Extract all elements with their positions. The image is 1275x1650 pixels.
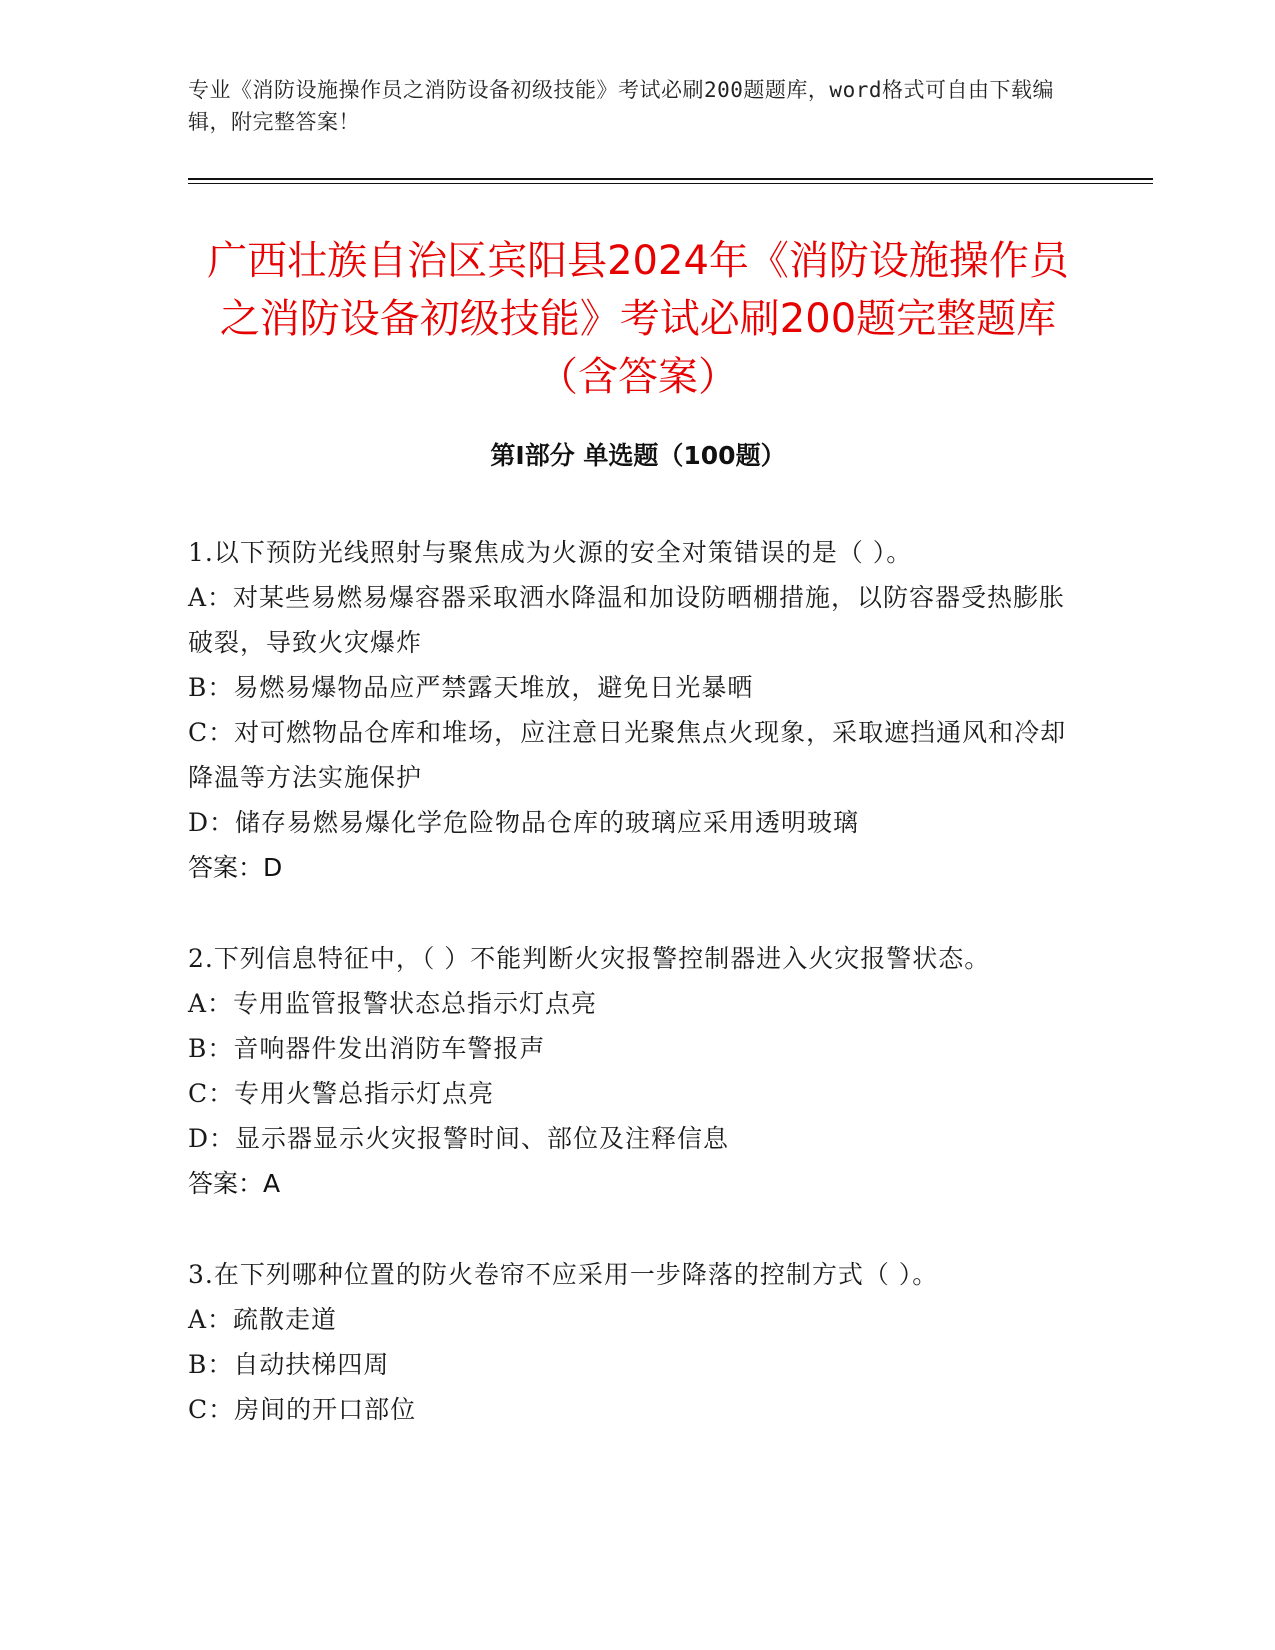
question-stem: 3.在下列哪种位置的防火卷帘不应采用一步降落的控制方式（ ）。 — [188, 1260, 939, 1289]
option-a: A：专用监管报警状态总指示灯点亮 — [188, 989, 598, 1018]
answer-line: 答案：D — [188, 853, 283, 882]
option-a: A：对某些易燃易爆容器采取洒水降温和加设防晒棚措施，以防容器受热膨胀破裂，导致火灾爆炸 — [188, 583, 1066, 657]
option-c: C：房间的开口部位 — [188, 1395, 417, 1424]
option-c: C：专用火警总指示灯点亮 — [188, 1079, 495, 1108]
option-c: C：对可燃物品仓库和堆场，应注意日光聚焦点火现象，采取遮挡通风和冷却降温等方法实施保护 — [188, 718, 1067, 792]
option-b: B：自动扶梯四周 — [188, 1350, 390, 1379]
header-divider-thick — [188, 178, 1153, 180]
option-d: D：显示器显示火灾报警时间、部位及注释信息 — [188, 1124, 730, 1153]
question-3 — [188, 1252, 1088, 1432]
header-note: 专业《消防设施操作员之消防设备初级技能》考试必刷200题题库，word格式可自由下载编辑，附完整答案！ — [188, 78, 1054, 134]
answer-line: 答案：A — [188, 1169, 281, 1198]
option-d: D：储存易燃易爆化学危险物品仓库的玻璃应采用透明玻璃 — [188, 808, 860, 837]
option-b: B：音响器件发出消防车警报声 — [188, 1034, 546, 1063]
header-divider-thin — [188, 183, 1153, 184]
option-b: B：易燃易爆物品应严禁露天堆放，避免日光暴晒 — [188, 673, 754, 702]
question-stem: 1.以下预防光线照射与聚焦成为火源的安全对策错误的是（ ）。 — [188, 538, 913, 567]
question-2 — [188, 936, 1088, 1206]
section-heading: 第Ⅰ部分 单选题（100题） — [490, 441, 786, 470]
question-1 — [188, 530, 1088, 890]
document-title: 广西壮族自治区宾阳县2024年《消防设施操作员之消防设备初级技能》考试必刷200题完整题库（含答案） — [207, 238, 1069, 400]
question-list — [188, 530, 1088, 1478]
question-stem: 2.下列信息特征中，（ ）不能判断火灾报警控制器进入火灾报警状态。 — [188, 944, 991, 973]
option-a: A：疏散走道 — [188, 1305, 338, 1334]
